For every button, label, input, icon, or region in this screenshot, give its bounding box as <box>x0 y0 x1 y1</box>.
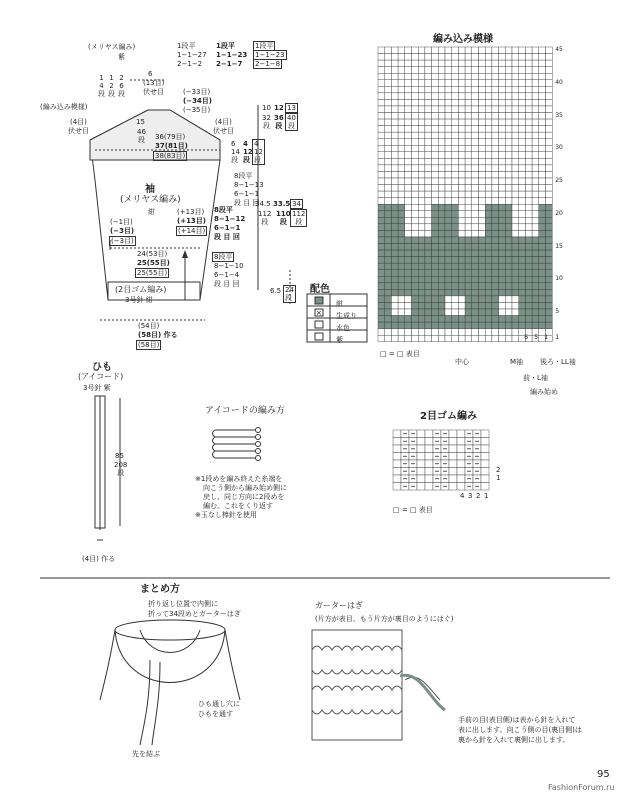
rib-row-2: 2 <box>496 466 501 474</box>
colorwork-col-label: 5 <box>534 333 539 341</box>
rows-8a-1: 8段平 <box>234 172 253 180</box>
rows-24-a: 24(53目) <box>137 250 168 258</box>
sleeve-name: 袖 <box>145 184 155 195</box>
icord-note-5: ※玉なし棒針を使用 <box>195 511 257 519</box>
colorwork-row-label: 30 <box>555 144 563 152</box>
garter-desc-1: 手前の目(表目側)は表から針を入れて <box>458 716 576 724</box>
left-col-2: 1 2 段 <box>108 74 115 98</box>
legend-title: 配色 <box>310 284 330 295</box>
rib-num-2: 2 <box>476 492 481 500</box>
rows-10: 10 <box>262 104 271 112</box>
garter-title: ガーターはぎ <box>315 601 363 610</box>
colorwork-row-label: 1 <box>555 334 560 342</box>
back-sleeve-label: 後ろ・LL袖 <box>540 358 576 366</box>
center-label: 中心 <box>455 358 469 366</box>
cord-length: 85 <box>115 452 124 460</box>
finish-note2-a: ひも通し穴に <box>198 700 240 708</box>
front-l-label: 前・L袖 <box>523 374 548 382</box>
finish-note3: 先を結ぶ <box>132 750 160 758</box>
inc-left-2: 伏せ目 <box>68 127 89 135</box>
side-left-1: (−1目) <box>110 218 133 226</box>
dim-rows-2: 110 段 <box>276 210 291 226</box>
stitch-37: 37(81目) <box>155 142 188 150</box>
colorwork-key: □ = □ 表目 <box>380 350 420 358</box>
rows-8b-1: 8段平 <box>214 206 233 214</box>
rows-8b-3: 6−1−1 <box>214 224 241 232</box>
col-head-2-a: 1段平 <box>216 42 235 50</box>
width-top-3: 伏せ目 <box>143 88 164 96</box>
label-colorwork: (編み込み模様) <box>40 103 88 111</box>
inc-right-1: (4目) <box>215 118 232 126</box>
neg33-2: (−34目) <box>183 97 213 105</box>
inc-right-2: 伏せ目 <box>213 127 234 135</box>
colorwork-row-label: 5 <box>555 308 560 315</box>
rows-24-c: 25(55目) <box>137 269 168 277</box>
stitch-36: 36(79目) <box>155 133 186 141</box>
col-head-3-c: 2−1−8 <box>255 60 281 68</box>
garter-desc-2: 表に出します。向こう側の目(裏目側)は <box>458 726 582 734</box>
width-top-1: 6 <box>148 70 153 78</box>
watermark: FashionForum.ru <box>548 783 615 792</box>
inc-left-1: (4目) <box>70 118 87 126</box>
finish-note1-b: 折って34段めとガーターはぎ <box>148 610 241 618</box>
col-head-2-c: 2−1−7 <box>216 60 243 68</box>
dim-65-rows: 24 段 <box>285 286 294 302</box>
finish-title: まとめ方 <box>140 584 180 595</box>
col-head-3-a: 1段平 <box>255 42 274 50</box>
colorwork-col-label: 1 <box>544 333 549 341</box>
label-stockinette-top: (メリヤス編み) <box>88 43 136 51</box>
neg33-3: (−35目) <box>183 106 211 114</box>
rows-12: 12 <box>274 104 284 112</box>
bottom-dim-3: (58目) <box>138 341 160 349</box>
finish-note1-a: 折り返し位置で内側に <box>148 600 218 608</box>
dim-65: 6.5 <box>270 287 282 295</box>
rows-13: 13 <box>287 104 296 112</box>
icord-note-1: ※1段めを編み終えた糸端を <box>195 475 283 483</box>
legend-purple: 紫 <box>336 336 343 344</box>
cord-sub: (アイコード) <box>78 372 124 381</box>
sleeve-pattern: (メリヤス編み) <box>120 195 181 205</box>
dim-right-3: 34 <box>292 200 301 208</box>
dim-right-1: 34.5 <box>255 200 271 208</box>
rows-36: 36 段 <box>274 114 284 130</box>
svg-text:×: × <box>316 309 322 317</box>
icord-title: アイコードの編み方 <box>205 406 285 416</box>
stitch-38: 38(83目) <box>155 152 186 160</box>
icord-note-2: 向こう側から編み始め側に <box>203 484 287 492</box>
cord-title: ひも <box>92 362 112 373</box>
colorwork-row-label: 25 <box>555 177 563 184</box>
rows-8c-4: 段 目 回 <box>214 280 240 288</box>
icord-note-3: 戻し、同じ方向に2段めを <box>203 493 285 501</box>
bottom-dim-2: (58目) 作る <box>138 331 178 339</box>
mid-46: 46 段 <box>137 128 146 144</box>
colorwork-row-label: 35 <box>555 111 563 119</box>
sleeve-color: 紺 <box>148 208 155 216</box>
dim-rows-3: 112 段 <box>292 210 306 226</box>
rib-title: 2目ゴム編み <box>420 411 477 422</box>
rib-num-1: 1 <box>484 492 489 500</box>
rows-8a-3: 6−1−1 <box>234 190 260 198</box>
rib-label: (2目ゴム編み) <box>115 285 167 294</box>
bottom-dim-1: (54目) <box>138 322 160 330</box>
col-head-3-b: 1−1−23 <box>255 51 285 59</box>
rib-needle: 3号針 紺 <box>125 296 153 304</box>
colorwork-row-label: 15 <box>555 242 563 250</box>
finish-note2-b: ひもを通す <box>198 710 233 718</box>
page-number: 95 <box>597 769 610 780</box>
dim-rows-1: 112 段 <box>258 210 272 226</box>
rib-key: □ = □ 表目 <box>393 506 433 514</box>
label-purple: 紫 <box>118 53 125 61</box>
rows-right-4: 4 12 段 <box>243 140 253 164</box>
side-left-2: (−3目) <box>110 227 135 235</box>
rows-32: 32 段 <box>262 114 271 130</box>
left-col-3: 2 6 段 <box>118 74 125 98</box>
side-right-1: (+13目) <box>177 208 205 216</box>
legend-navy: 紺 <box>336 300 343 308</box>
rib-num-3: 3 <box>468 492 473 500</box>
side-right-3: (+14目) <box>178 227 206 235</box>
rows-24-b: 25(55目) <box>137 259 170 267</box>
rows-8a-2: 8−1−13 <box>234 181 264 189</box>
cord-length-rows: 208 段 <box>114 461 128 477</box>
dim-right-2: 33.5 <box>273 200 291 208</box>
side-left-3: (−3目) <box>111 237 134 245</box>
rows-8c-3: 6−1−4 <box>214 271 240 279</box>
rows-8a-4: 段 目 回 <box>234 199 260 207</box>
start-label: 編み始め <box>530 388 558 396</box>
colorwork-row-label: 45 <box>555 46 563 53</box>
garter-sub: (片方が表目、もう片方が裏目のようにはぐ) <box>315 615 454 623</box>
garter-desc-3: 裏から針を入れて裏側に出します。 <box>458 736 570 744</box>
rows-8c-2: 8−1−10 <box>214 262 244 270</box>
width-top-2: (13目) <box>143 79 165 87</box>
cord-cast: (4目) 作る <box>82 555 116 563</box>
rows-right-6: 6 14 段 <box>231 140 240 164</box>
rows-right-4b: 4 12 段 <box>254 140 263 164</box>
legend-cream: 生成り <box>336 312 357 320</box>
side-right-2: (+13目) <box>177 217 207 225</box>
neg33-1: (−33目) <box>183 88 211 96</box>
colorwork-row-label: 10 <box>555 275 563 283</box>
colorwork-title: 編み込み模様 <box>433 34 493 45</box>
rows-8c-1: 8段平 <box>214 253 233 261</box>
left-col-1: 1 4 段 <box>98 74 105 98</box>
colorwork-row-label: 40 <box>555 78 563 86</box>
rows-40: 40 段 <box>287 114 296 130</box>
col-head-1-b: 1−1−27 <box>177 51 207 59</box>
col-head-2-b: 1−1−23 <box>216 51 248 59</box>
icord-note-4: 編む。これをくり返す <box>203 502 273 510</box>
rib-num-4: 4 <box>460 492 465 500</box>
m-sleeve-label: M袖 <box>510 358 524 366</box>
rows-8b-4: 段 目 回 <box>214 233 240 241</box>
colorwork-row-label: 20 <box>555 209 563 217</box>
col-head-1-a: 1段平 <box>177 42 196 50</box>
rows-8b-2: 8−1−12 <box>214 215 246 223</box>
col-head-1-c: 2−1−2 <box>177 60 203 68</box>
colorwork-col-label: 6 <box>524 333 529 341</box>
legend-lightblue: 水色 <box>336 324 350 332</box>
rib-row-1: 1 <box>496 474 501 482</box>
cord-needle: 3号針 紫 <box>83 384 111 392</box>
mid-15: 15 <box>136 118 145 126</box>
